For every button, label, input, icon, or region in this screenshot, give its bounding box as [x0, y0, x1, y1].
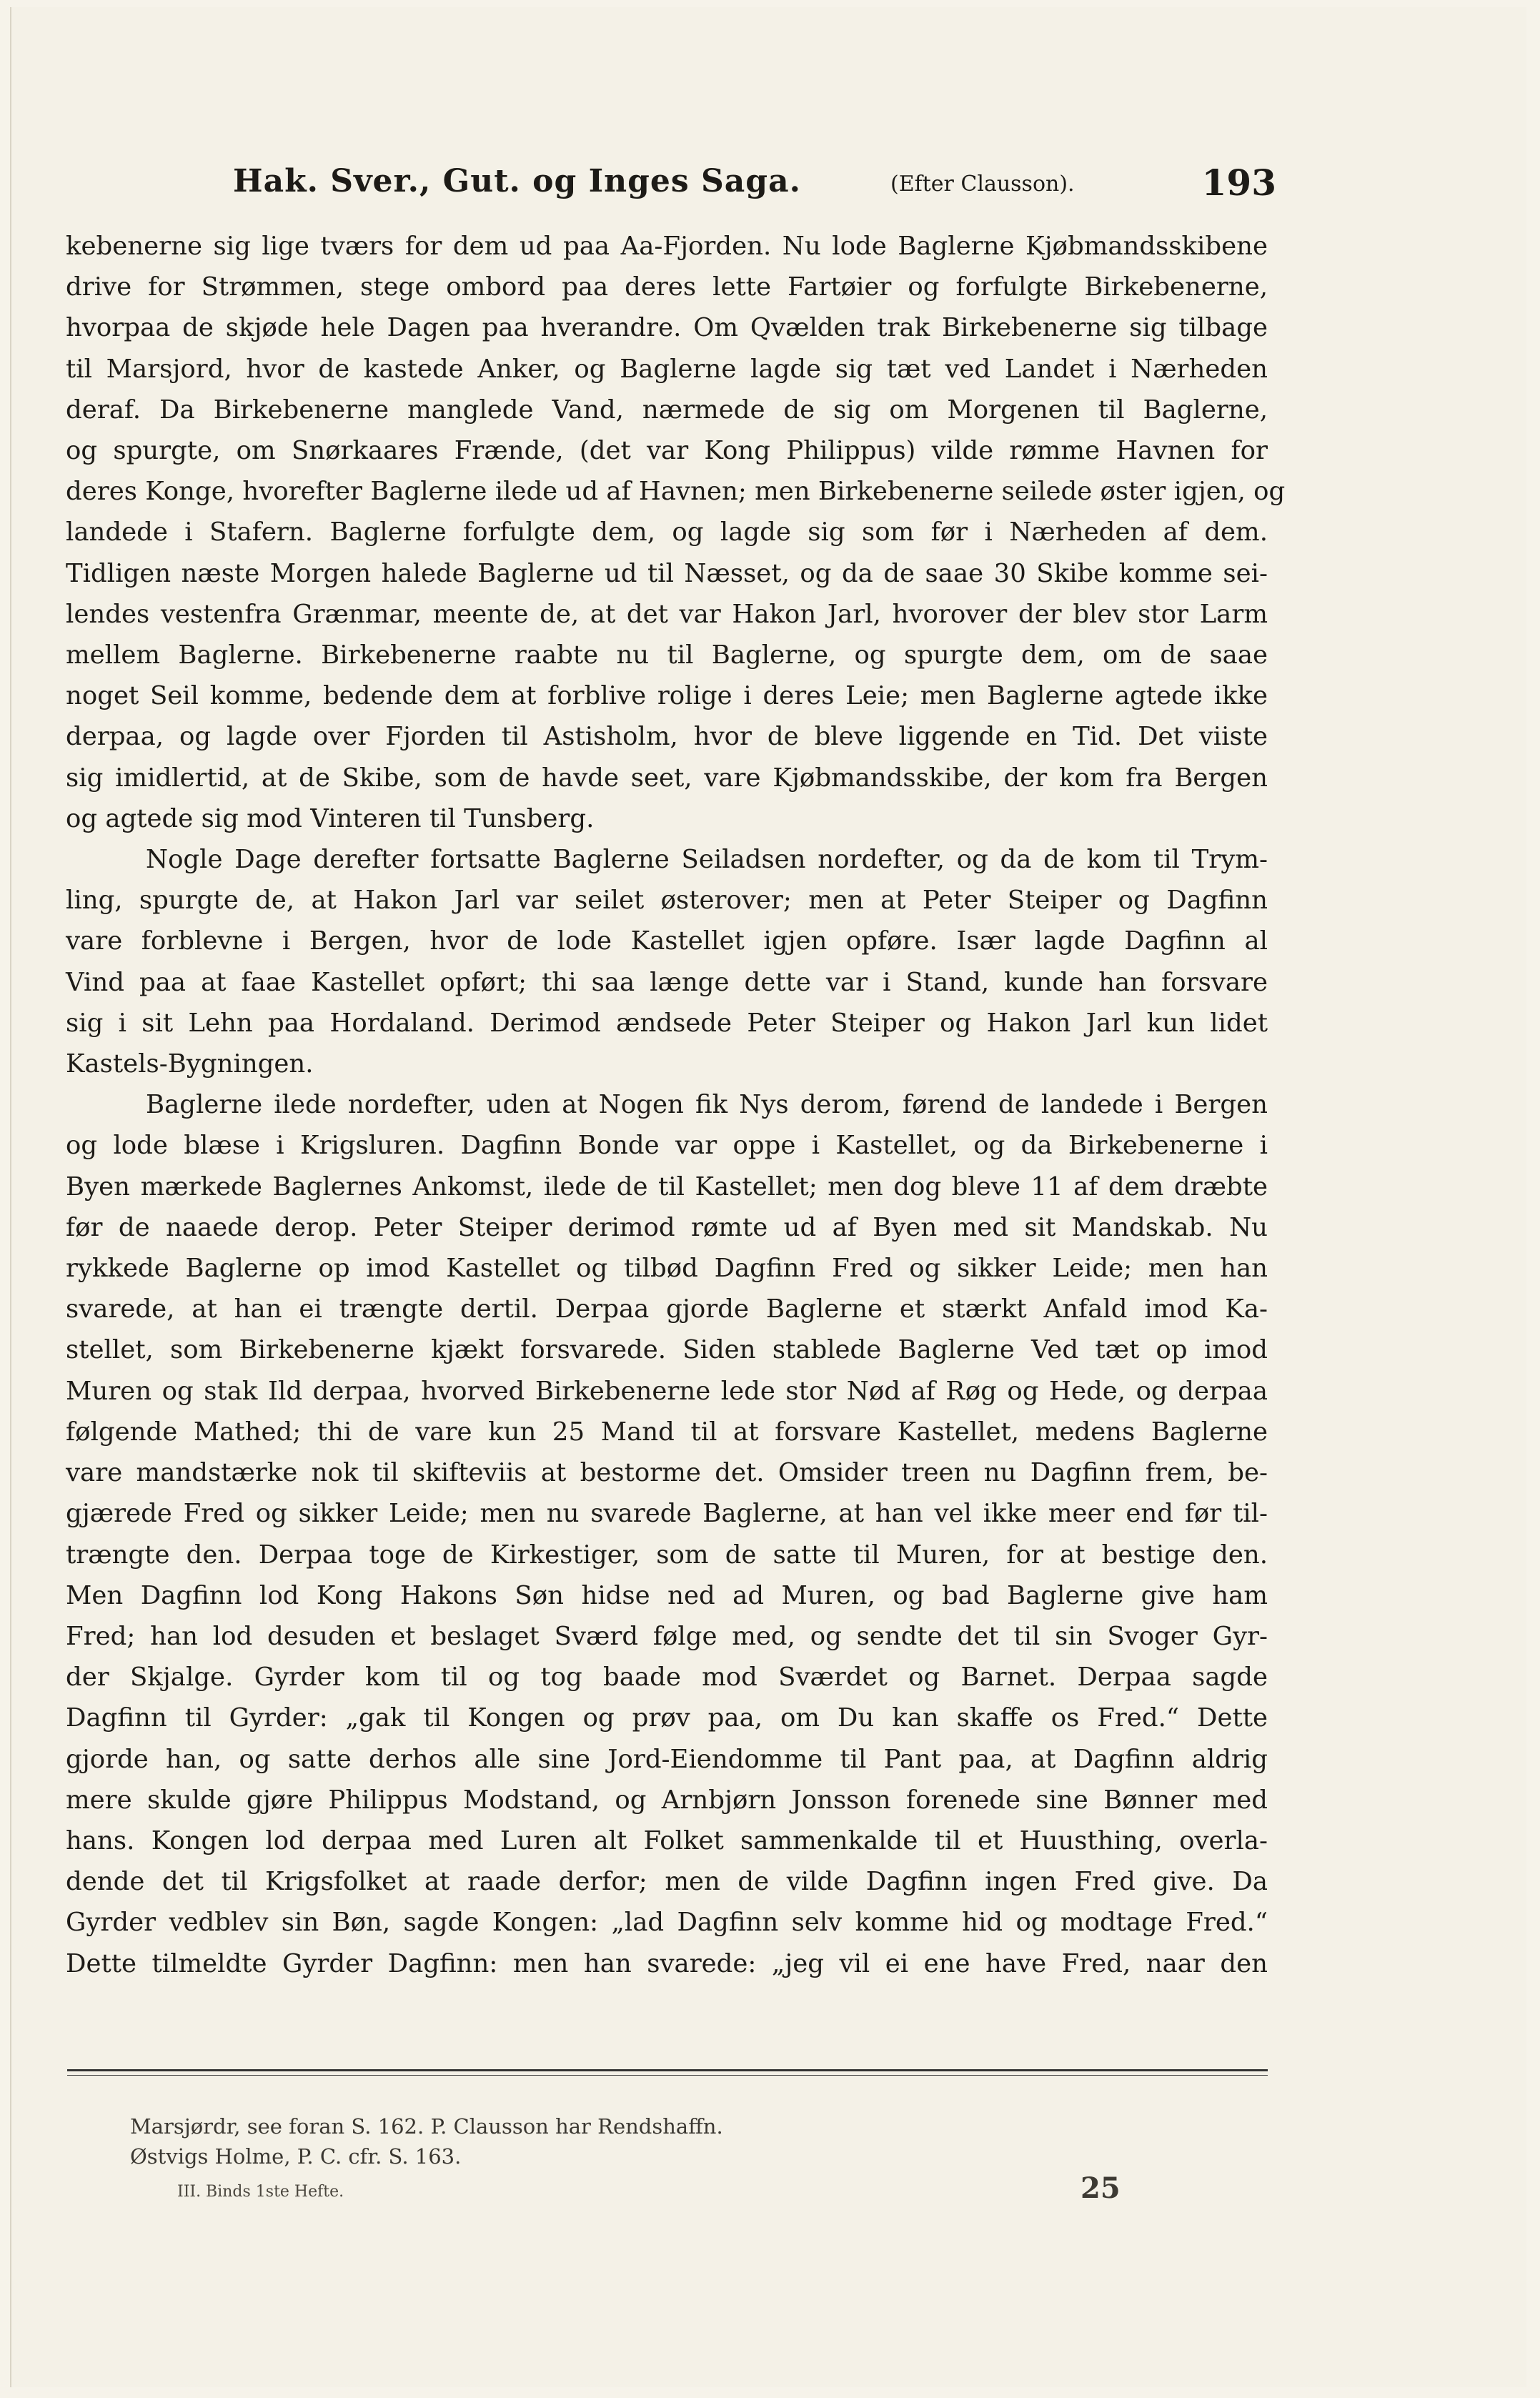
text-line: landede i Stafern. Baglerne forfulgte dem, og lagde sig som før i Nærheden af dem.	[66, 517, 1268, 548]
text-line: gjærede Fred og sikker Leide; men nu svarede Baglerne, at han vel ikke meer end før til-	[66, 1499, 1268, 1529]
text-line: Muren og stak Ild derpaa, hvorved Birkebenerne lede stor Nød af Røg og Hede, og derpaa	[66, 1376, 1268, 1406]
text-line: vare forblevne i Bergen, hvor de lode Kastellet igjen opføre. Især lagde Dagfinn al	[66, 926, 1268, 956]
text-line: deraf. Da Birkebenerne manglede Vand, nærmede de sig om Morgenen til Baglerne,	[66, 395, 1268, 425]
text-line: noget Seil komme, bedende dem at forblive rolige i deres Leie; men Baglerne agtede ikke	[66, 681, 1268, 711]
text-line: deres Konge, hvorefter Baglerne ilede ud af Havnen; men Birkebenerne seilede øster igjen, og	[66, 477, 1286, 507]
page-number: 193	[1201, 162, 1276, 204]
text-line: derpaa, og lagde over Fjorden til Astisholm, hvor de bleve liggende en Tid. Det viiste	[66, 722, 1268, 752]
text-line: Byen mærkede Baglernes Ankomst, ilede de til Kastellet; men dog bleve 11 af dem dræbte	[66, 1171, 1268, 1202]
body-text	[66, 226, 1286, 1984]
sheet-number: 25	[1081, 2171, 1121, 2205]
signature-mark: III. Binds 1ste Hefte.	[177, 2183, 344, 2201]
text-line: Gyrder vedblev sin Bøn, sagde Kongen: „lad Dagfinn selv komme hid og modtage Fred.“	[66, 1908, 1268, 1938]
text-line: hvorpaa de skjøde hele Dagen paa hverandre. Om Qvælden trak Birkebenerne sig tilbage	[66, 313, 1268, 343]
running-title: Hak. Sver., Gut. og Inges Saga.	[233, 163, 801, 199]
text-line: til Marsjord, hvor de kastede Anker, og Baglerne lagde sig tæt ved Landet i Nærheden	[66, 354, 1268, 384]
text-line: der Skjalge. Gyrder kom til og tog baade mod Sværdet og Barnet. Derpaa sagde	[66, 1663, 1268, 1693]
text-line: Men Dagfinn lod Kong Hakons Søn hidse ned ad Muren, og bad Baglerne give ham	[66, 1580, 1268, 1610]
text-line: drive for Strømmen, stege ombord paa deres lette Fartøier og forfulgte Birkebenerne,	[66, 272, 1268, 302]
text-line: gjorde han, og satte derhos alle sine Jord-Eiendomme til Pant paa, at Dagfinn aldrig	[66, 1744, 1268, 1774]
text-line: og lode blæse i Krigsluren. Dagfinn Bonde var oppe i Kastellet, og da Birkebenerne i	[66, 1131, 1268, 1161]
page	[10, 7, 1526, 2387]
text-line: og agtede sig mod Vinteren til Tunsberg.	[66, 803, 595, 833]
text-line: mere skulde gjøre Philippus Modstand, og Arnbjørn Jonsson forenede sine Bønner med	[66, 1785, 1268, 1815]
footnote: Østvigs Holme, P. C. cfr. S. 163.	[130, 2144, 462, 2169]
text-line: hans. Kongen lod derpaa med Luren alt Folket sammenkalde til et Huusthing, overla-	[66, 1825, 1268, 1856]
text-line: sig imidlertid, at de Skibe, som de havde seet, vare Kjøbmandsskibe, der kom fra Bergen	[66, 763, 1268, 793]
text-line: trængte den. Derpaa toge de Kirkestiger, som de satte til Muren, for at bestige den.	[66, 1540, 1268, 1570]
text-line: dende det til Krigsfolket at raade derfor; men de vilde Dagfinn ingen Fred give. Da	[66, 1867, 1268, 1897]
text-line: Nogle Dage derefter fortsatte Baglerne Seiladsen nordefter, og da de kom til Trym-	[146, 845, 1268, 875]
text-line: og spurgte, om Snørkaares Frænde, (det var Kong Philippus) vilde rømme Havnen for	[66, 436, 1268, 466]
text-line: Baglerne ilede nordefter, uden at Nogen fik Nys derom, førend de landede i Bergen	[146, 1090, 1268, 1120]
text-line: ling, spurgte de, at Hakon Jarl var seilet østerover; men at Peter Steiper og Dagfinn	[66, 886, 1268, 916]
text-line: stellet, som Birkebenerne kjækt forsvarede. Siden stablede Baglerne Ved tæt op imod	[66, 1335, 1268, 1365]
text-line: Vind paa at faae Kastellet opført; thi saa længe dette var i Stand, kunde han forsvare	[66, 967, 1268, 997]
text-line: Dette tilmeldte Gyrder Dagfinn: men han svarede: „jeg vil ei ene have Fred, naar den	[66, 1948, 1268, 1978]
footnote: Marsjørdr, see foran S. 162. P. Clausson har Rendshaffn.	[130, 2114, 723, 2139]
text-line: vare mandstærke nok til skifteviis at bestorme det. Omsider treen nu Dagfinn frem, be-	[66, 1458, 1268, 1488]
text-line: før de naaede derop. Peter Steiper derimod rømte ud af Byen med sit Mandskab. Nu	[66, 1212, 1268, 1242]
text-line: mellem Baglerne. Birkebenerne raabte nu til Baglerne, og spurgte dem, om de saae	[66, 640, 1268, 670]
text-line: rykkede Baglerne op imod Kastellet og tilbød Dagfinn Fred og sikker Leide; men han	[66, 1254, 1268, 1284]
running-subtitle: (Efter Clausson).	[890, 172, 1075, 197]
running-header	[233, 163, 1276, 213]
footnote-rule-thick	[67, 2069, 1268, 2071]
text-line: Tidligen næste Morgen halede Baglerne ud til Næsset, og da de saae 30 Skibe komme sei-	[66, 558, 1268, 588]
text-line: kebenerne sig lige tværs for dem ud paa Aa-Fjorden. Nu lode Baglerne Kjøbmandsskibene	[66, 232, 1268, 261]
text-line: svarede, at han ei trængte dertil. Derpaa gjorde Baglerne et stærkt Anfald imod Ka-	[66, 1294, 1268, 1324]
text-line: følgende Mathed; thi de vare kun 25 Mand til at forsvare Kastellet, medens Baglerne	[66, 1417, 1268, 1447]
text-line: Dagfinn til Gyrder: „gak til Kongen og prøv paa, om Du kan skaffe os Fred.“ Dette	[66, 1703, 1268, 1733]
text-line: sig i sit Lehn paa Hordaland. Derimod ændsede Peter Steiper og Hakon Jarl kun lidet	[66, 1008, 1268, 1038]
text-line: lendes vestenfra Grænmar, meente de, at det var Hakon Jarl, hvorover der blev stor Larm	[66, 599, 1268, 629]
text-line: Fred; han lod desuden et beslaget Sværd følge med, og sendte det til sin Svoger Gyr-	[66, 1621, 1268, 1651]
footnote-rule-thin	[67, 2075, 1268, 2076]
text-line: Kastels-Bygningen.	[66, 1049, 314, 1079]
